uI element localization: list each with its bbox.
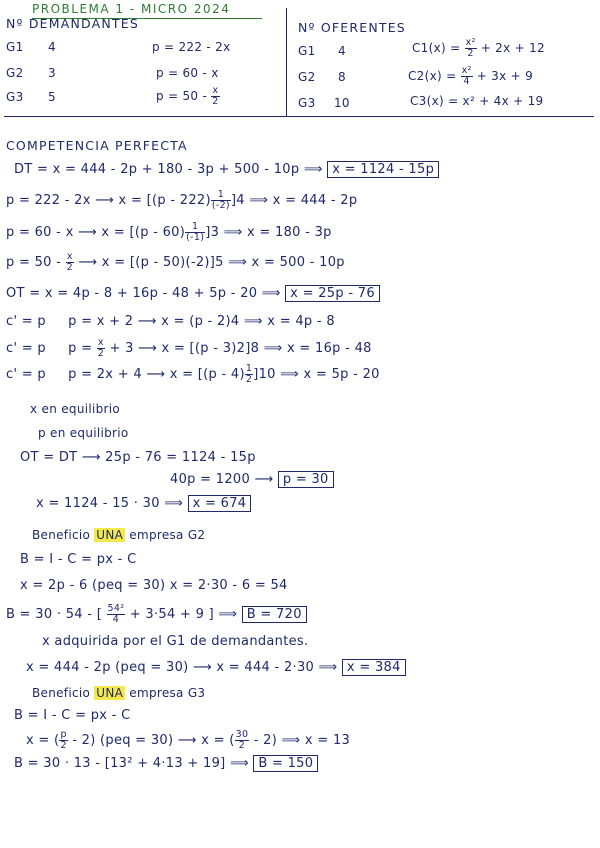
competition-heading: COMPETENCIA PERFECTA [6,138,188,153]
demand-row: G2 [6,66,24,80]
supply-header: Nº OFERENTES [298,20,406,35]
demand-count: 4 [48,40,56,54]
benefit-formula: B = I - C = px - C [20,552,137,567]
equilibrium-solve: 40p = 1200 ⟶ p = 30 [170,472,334,487]
equilibrium-quantity-result: x = 674 [188,495,252,512]
demand-function: p = 50 - $\frac{x}{2}$ [156,85,219,107]
column-divider [286,8,287,116]
demand-count: 3 [48,66,56,80]
demand-inverse-row: p = 222 - 2x ⟶ x = [(p - 222) $\frac{1}{(-2)}$ ]4 ⟹ x = 444 - 2p [6,189,358,211]
supply-calc-row: c' = p p = $\frac{x}{2}$ + 3 ⟶ x = [(p - 3)2]8 ⟹ x = 16p - 48 [6,337,372,359]
equilibrium-price-result: p = 30 [278,471,334,488]
section-divider [4,116,594,117]
total-supply-line: OT = x = 4p - 8 + 16p - 48 + 5p - 20 ⟹ x = 25p - 76 [6,286,380,301]
g1-quantity-heading: x adquirida por el G1 de demandantes. [42,634,309,649]
equilibrium-heading-p: p en equilibrio [38,426,129,440]
benefit-g3-heading: Beneficio UNA empresa G3 [32,686,206,700]
equilibrium-quantity: x = 1124 - 15 · 30 ⟹ x = 674 [36,496,251,511]
equilibrium-equation: OT = DT ⟶ 25p - 76 = 1124 - 15p [20,450,256,465]
supply-count: 10 [334,96,350,110]
cost-function: C3(x) = x² + 4x + 19 [410,94,544,108]
demand-inverse-row: p = 50 - $\frac{x}{2}$ ⟶ x = [(p - 50)(-2)]5 ⟹ x = 500 - 10p [6,251,345,273]
demand-row: G1 [6,40,24,54]
g1-quantity-result: x = 384 [342,659,406,676]
g1-quantity-line: x = 444 - 2p (peq = 30) ⟶ x = 444 - 2·30 ⟹ x = 384 [26,660,406,675]
cost-function: C2(x) = $\frac{\text{x²}}{4}$ + 3x + 9 [408,65,534,87]
highlight: UNA [96,528,124,542]
supply-count: 4 [338,44,346,58]
g3-quantity-line: x = ( $\frac{p}{2}$ - 2) (peq = 30) ⟶ x = ( $\frac{30}{2}$ - 2) ⟹ x = 13 [26,729,351,751]
supply-group: G2 [298,70,316,84]
supply-calc-row: c' = p p = x + 2 ⟶ x = (p - 2)4 ⟹ x = 4p - 8 [6,314,335,329]
cost-function: C1(x) = $\frac{\text{x²}}{2}$ + 2x + 12 [412,37,545,59]
g3-benefit-result: B = 150 [253,755,318,772]
total-demand-result: x = 1124 - 15p [327,161,439,178]
demand-count: 5 [48,90,56,104]
total-supply-result: x = 25p - 76 [285,285,380,302]
supply-calc-row: c' = p p = 2x + 4 ⟶ x = [(p - 4) $\frac{1}{2}$ ]10 ⟹ x = 5p - 20 [6,363,380,385]
demand-inverse-row: p = 60 - x ⟶ x = [(p - 60) $\frac{1}{(-1)}$ ]3 ⟹ x = 180 - 3p [6,221,332,243]
g2-benefit-result: B = 720 [242,606,307,623]
total-demand-line: DT = x = 444 - 2p + 180 - 3p + 500 - 10p ⟹ x = 1124 - 15p [14,162,439,177]
g2-benefit-line: B = 30 · 54 - [ $\frac{\text{54²}}{4}$ + 3·54 + 9 ] ⟹ B = 720 [6,604,307,625]
demand-header: Nº DEMANDANTES [6,16,139,31]
problem-title: PROBLEMA 1 - MICRO 2024 [32,2,231,16]
supply-group: G1 [298,44,316,58]
g3-benefit-formula: B = I - C = px - C [14,708,131,723]
g2-quantity-line: x = 2p - 6 (peq = 30) x = 2·30 - 6 = 54 [20,578,288,593]
demand-row: G3 [6,90,24,104]
benefit-g2-heading: Beneficio UNA empresa G2 [32,528,206,542]
g3-benefit-line: B = 30 · 13 - [13² + 4·13 + 19] ⟹ B = 150 [14,756,318,771]
supply-count: 8 [338,70,346,84]
highlight: UNA [96,686,124,700]
demand-function: p = 60 - x [156,66,219,80]
equilibrium-heading-x: x en equilibrio [30,402,121,416]
supply-group: G3 [298,96,316,110]
demand-function: p = 222 - 2x [152,40,231,54]
